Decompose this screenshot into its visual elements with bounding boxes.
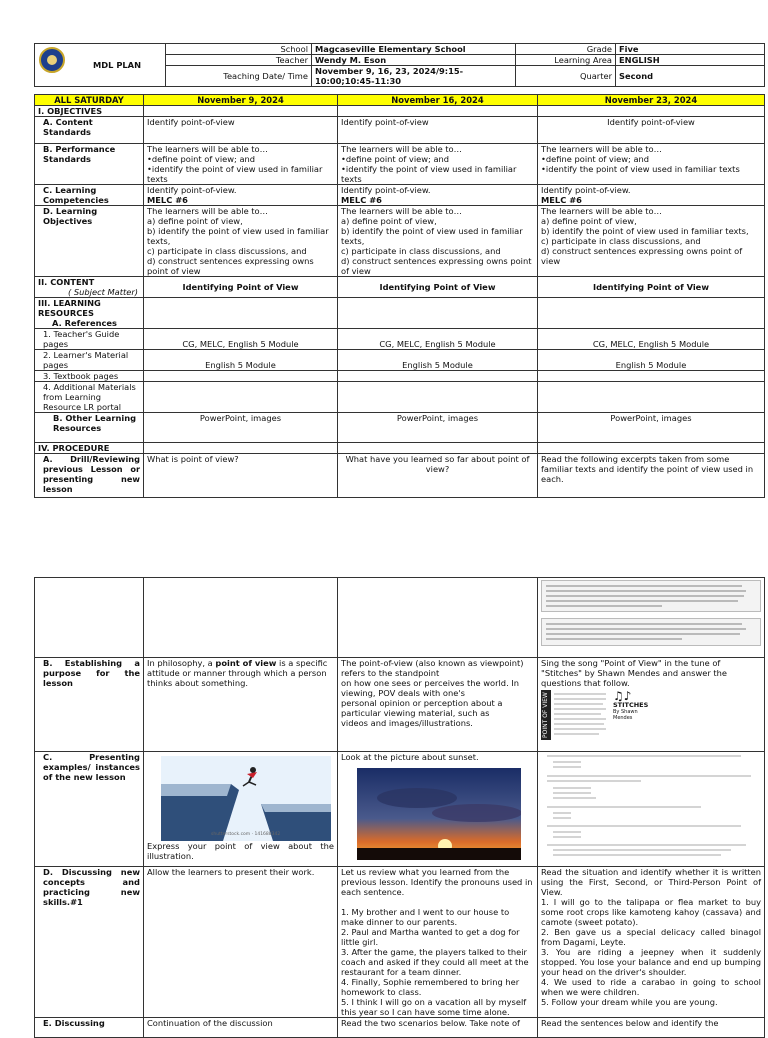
label-learners-material: 2. Learner's Material pages [35, 350, 144, 371]
businessman-gap-icon [161, 756, 331, 841]
label-additional-materials: 4. Additional Materials from Learning Resource LR portal [35, 382, 144, 413]
content-topic-nov16: Identifying Point of View [338, 277, 538, 298]
discussing-nov9: Allow the learners to present their work. [144, 867, 338, 1018]
worksheet-questions-image [541, 752, 759, 860]
col-nov-23: November 23, 2024 [538, 95, 765, 106]
content-topic-nov23: Identifying Point of View [538, 277, 765, 298]
lm-nov9: English 5 Module [144, 350, 338, 371]
content-heading: II. CONTENT [38, 277, 95, 287]
label-drill: A. Drill/Reviewing previous Lesson or presenting new lesson [35, 454, 144, 498]
lyrics-lines [551, 690, 611, 740]
label-textbook: 3. Textbook pages [35, 371, 144, 382]
resources-heading: III. LEARNING RESOURCES [38, 298, 101, 318]
grade-value: Five [616, 44, 765, 55]
objectives-nov16: The learners will be able to… a) define point of view, b) identify the point of view used in familiar texts, c) participate in class discussions, and d) construct sentences expressing owns point of view [338, 206, 538, 277]
section-objectives: I. OBJECTIVES [35, 106, 144, 117]
tg-nov23: CG, MELC, English 5 Module [538, 329, 765, 350]
label-discussing-concepts: D. Discussing new concepts and practicing new skills.#1 [35, 867, 144, 1018]
col-nov-9: November 9, 2024 [144, 95, 338, 106]
section-resources [35, 298, 144, 329]
quarter-value: Second [616, 66, 765, 87]
lesson-plan-table-page2 [34, 577, 765, 1038]
competency-text: Identify point-of-view. [147, 185, 237, 195]
tg-nov9: CG, MELC, English 5 Module [144, 329, 338, 350]
header-table [34, 43, 765, 87]
purpose-nov9 [144, 658, 338, 752]
melc-code: MELC #6 [341, 195, 382, 205]
drill-nov9: What is point of view? [144, 454, 338, 498]
section-content [35, 277, 144, 298]
area-label: Learning Area [516, 55, 616, 66]
lm-nov23: English 5 Module [538, 350, 765, 371]
performance-nov9: The learners will be able to… •define point of view; and •identify the point of view used in familiar texts [144, 144, 338, 185]
content-topic-nov9: Identifying Point of View [144, 277, 338, 298]
discussing-nov16: Let us review what you learned from the previous lesson. Identify the pronouns used in each sentence. 1. My brother and I went to our house to make dinner to our parents. 2. Paul and Martha wanted to get a dog for little girl. 3. After the game, the players talked to their coach and asked if they could all meet at the restaurant for a team dinner. 4. Finally, Sophie remembered to bring her homework to class. 5. I think I will go on a vacation all by myself this year so I can have some time alone. [338, 867, 538, 1018]
col-nov-16: November 16, 2024 [338, 95, 538, 106]
music-note-icon: ♫♪ [613, 689, 632, 703]
other-nov9: PowerPoint, images [144, 413, 338, 443]
competencies-nov23 [538, 185, 765, 206]
content-standards-nov16: Identify point-of-view [338, 117, 538, 144]
content-subheading: ( Subject Matter) [68, 287, 139, 297]
song-tune-title: STITCHES [613, 701, 649, 709]
label-presenting-examples: C. Presenting examples/ instances of the new lesson [35, 752, 144, 867]
other-nov16: PowerPoint, images [338, 413, 538, 443]
label-content-standards: A. Content Standards [35, 117, 144, 144]
excerpt-images [538, 578, 765, 658]
presenting-nov16 [338, 752, 538, 867]
presenting-nov23 [538, 752, 765, 867]
next-nov9: Continuation of the discussion [144, 1018, 338, 1038]
melc-code: MELC #6 [541, 195, 582, 205]
quarter-label: Quarter [516, 66, 616, 87]
cliff-jump-illustration [161, 756, 331, 841]
label-performance-standards: B. Performance Standards [35, 144, 144, 185]
song-sheet-image [541, 690, 761, 740]
next-nov16: Read the two scenarios below. Take note of [338, 1018, 538, 1038]
col-all-saturday: ALL SATURDAY [35, 95, 144, 106]
drill-nov16: What have you learned so far about point of view? [338, 454, 538, 498]
date-label: Teaching Date/ Time [166, 66, 312, 87]
stock-caption: shutterstock.com · 141688342 [211, 832, 281, 837]
melc-code: MELC #6 [147, 195, 188, 205]
purpose-nov16: The point-of-view (also known as viewpoint) refers to the standpoint on how one sees or perceives the world. In viewing, POV deals with one's personal opinion or perception about a particular viewing material, such as videos and images/illustrations. [338, 658, 538, 752]
label-teachers-guide: 1. Teacher's Guide pages [35, 329, 144, 350]
competency-text: Identify point-of-view. [341, 185, 431, 195]
purpose-text: In philosophy, a [147, 658, 216, 668]
purpose-text: is a specific attitude or manner through which a person thinks about something. [147, 658, 328, 688]
sunset-prompt: Look at the picture about sunset. [341, 752, 479, 762]
song-cover [611, 690, 653, 740]
drill-nov23: Read the following excerpts taken from some familiar texts and identify the point of view used in each. [538, 454, 765, 498]
next-nov23: Read the sentences below and identify the [538, 1018, 765, 1038]
label-objectives: D. Learning Objectives [35, 206, 144, 277]
grade-label: Grade [516, 44, 616, 55]
section-procedure: IV. PROCEDURE [35, 443, 144, 454]
lesson-plan-table [34, 94, 765, 498]
label-establishing-purpose: B. Establishing a purpose for the lesson [35, 658, 144, 752]
references-label: A. References [52, 318, 117, 328]
plan-title: MDL PLAN [35, 44, 166, 87]
presenting-nov9 [144, 752, 338, 867]
song-title-banner: POINT OF VIEW [541, 690, 551, 740]
excerpt-text-lines [542, 619, 752, 645]
school-value: Magcaseville Elementary School [312, 44, 516, 55]
other-nov23: PowerPoint, images [538, 413, 765, 443]
song-instruction: Sing the song "Point of View" in the tune of "Stitches" by Shawn Mendes and answer the questions that follow. [541, 658, 728, 688]
performance-nov16: The learners will be able to… •define point of view; and •identify the point of view used in familiar texts [338, 144, 538, 185]
objectives-nov23: The learners will be able to… a) define point of view, b) identify the point of view used in familiar texts, c) participate in class discussions, and d) construct sentences expressing owns point of view [538, 206, 765, 277]
presenting-prompt: Express your point of view about the illustration. [147, 841, 334, 861]
teacher-label: Teacher [166, 55, 312, 66]
purpose-keyword: point of view [215, 658, 277, 668]
discussing-nov23: Read the situation and identify whether it is written using the First, Second, or Third-Person Point of View. 1. I will go to the talipapa or flea market to buy some root crops like kamoteng kahoy (cassava) and camote (sweet potato). 2. Ben gave us a special delicacy called binagol from Dagami, Leyte. 3. You are riding a jeepney when it suddenly stopped. You lose your balance and end up bumping your head on the driver's shoulder. 4. We used to ride a carabao in going to school when we were children. 5. Follow your dream while you are young. [538, 867, 765, 1018]
excerpt-image-2 [541, 618, 761, 646]
lm-nov16: English 5 Module [338, 350, 538, 371]
content-standards-nov23: Identify point-of-view [538, 117, 765, 144]
content-standards-nov9: Identify point-of-view [144, 117, 338, 144]
purpose-nov23 [538, 658, 765, 752]
objectives-nov9: The learners will be able to… a) define point of view, b) identify the point of view used in familiar texts, c) participate in class discussions, and d) construct sentences expressing owns point of view [144, 206, 338, 277]
teacher-value: Wendy M. Eson [312, 55, 516, 66]
school-label: School [166, 44, 312, 55]
song-artist: By Shawn Mendes [613, 709, 638, 721]
date-value: November 9, 16, 23, 2024/9:15-10:00;10:45-11:30 [312, 66, 516, 87]
label-competencies: C. Learning Competencies [35, 185, 144, 206]
competency-text: Identify point-of-view. [541, 185, 631, 195]
tg-nov16: CG, MELC, English 5 Module [338, 329, 538, 350]
area-value: ENGLISH [616, 55, 765, 66]
competencies-nov9 [144, 185, 338, 206]
performance-nov23: The learners will be able to… •define point of view; and •identify the point of view used in familiar texts [538, 144, 765, 185]
sunset-photo [357, 768, 521, 860]
excerpt-text-lines [542, 581, 752, 611]
label-other-resources: B. Other Learning Resources [35, 413, 144, 443]
label-discussing-next: E. Discussing [35, 1018, 144, 1038]
excerpt-image-1 [541, 580, 761, 612]
competencies-nov16 [338, 185, 538, 206]
